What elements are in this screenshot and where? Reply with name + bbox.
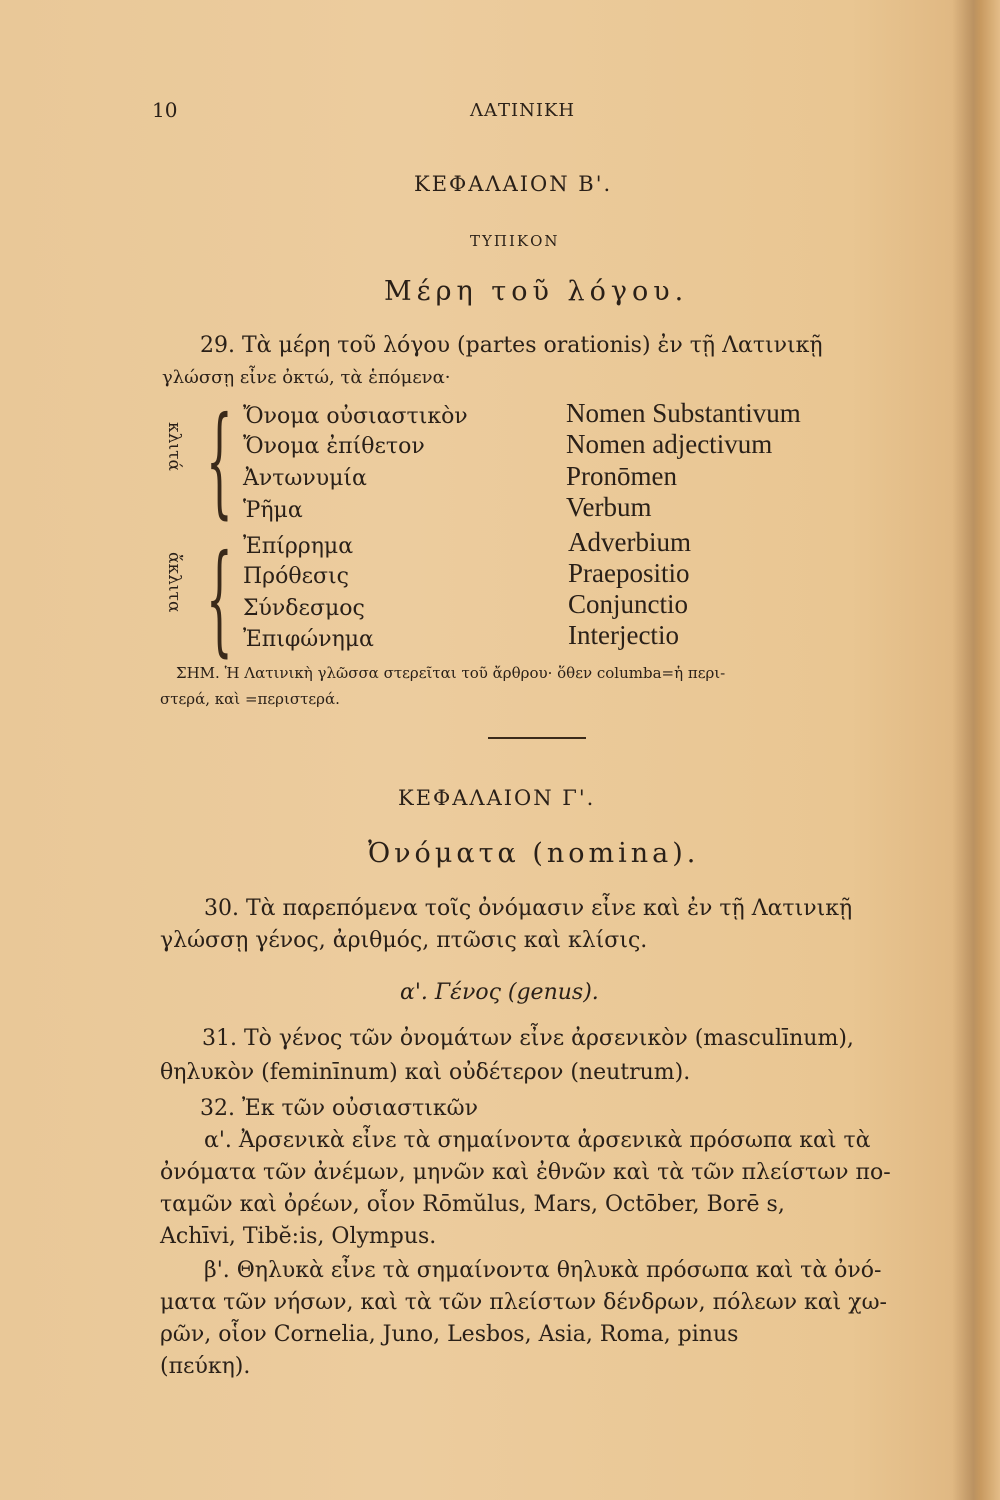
paragraph-32b-line-2: ματα τῶν νήσων, καὶ τὰ τῶν πλείστων δένδρων, πόλεων καὶ χω- — [160, 1290, 887, 1315]
paragraph-32a-line-4: Achīvi, Tibĕ:is, Olympus. — [160, 1224, 437, 1249]
greek-part-7: Σύνδεσμος — [243, 596, 365, 621]
greek-part-6: Πρόθεσις — [243, 564, 349, 589]
note-line-1: ΣΗΜ. Ἡ Λατινικὴ γλῶσσα στερεῖται τοῦ ἄρθρου· ὅθεν columba=ἡ περι- — [176, 664, 726, 682]
section-divider — [488, 737, 586, 739]
paragraph-29-line-2: γλώσσῃ εἶνε ὀκτώ, τὰ ἑπόμενα· — [162, 367, 451, 388]
paragraph-30-line-1: 30. Τὰ παρεπόμενα τοῖς ὀνόμασιν εἶνε καὶ ἐν τῇ Λατινικῇ — [204, 896, 853, 921]
greek-part-2: Ὄνομα ἐπίθετον — [243, 434, 425, 459]
paragraph-30-line-2: γλώσσῃ γένος, ἀριθμός, πτῶσις καὶ κλίσις. — [160, 928, 648, 953]
paragraph-32a-line-1: α'. Ἀρσενικὰ εἶνε τὰ σημαίνοντα ἀρσενικὰ πρόσωπα καὶ τὰ — [204, 1128, 871, 1153]
latin-part-3: Pronōmen — [566, 461, 677, 491]
page-edge-shadow — [952, 0, 1000, 1500]
latin-part-1: Nomen Substantivum — [566, 398, 801, 428]
paragraph-32-line-1: 32. Ἐκ τῶν οὐσιαστικῶν — [200, 1096, 478, 1121]
paragraph-32b-line-4: (πεύκη). — [160, 1354, 251, 1379]
chapter-b-subtitle: ΤΥΠΙΚΟΝ — [470, 232, 560, 250]
note-line-2: στερά, καὶ =περιστερά. — [160, 690, 340, 708]
brace-uninflected: { — [206, 530, 233, 669]
latin-part-8: Interjectio — [568, 620, 679, 650]
sub-heading-gender: α'. Γένος (genus). — [400, 980, 599, 1005]
paragraph-31-line-2: θηλυκὸν (feminīnum) καὶ οὐδέτερον (neutrum). — [160, 1060, 691, 1085]
page-number: 10 — [152, 98, 178, 122]
brace-inflected: { — [206, 392, 233, 531]
greek-part-1: Ὄνομα οὐσιαστικὸν — [243, 404, 468, 429]
latin-part-7: Conjunctio — [568, 589, 688, 619]
chapter-c-title: ΚΕΦΑΛΑΙΟΝ Γ'. — [398, 786, 596, 810]
section-title-parts-of-speech: Μέρη τοῦ λόγου. — [384, 276, 689, 307]
group-label-inflected: κλιτά — [164, 422, 184, 471]
latin-part-6: Praepositio — [568, 558, 690, 588]
greek-part-5: Ἐπίρρημα — [243, 534, 354, 559]
paragraph-29-line-1: 29. Τὰ μέρη τοῦ λόγου (partes orationis) ἐν τῇ Λατινικῇ — [200, 333, 823, 358]
running-title: ΛΑΤΙΝΙΚΗ — [470, 100, 576, 121]
greek-part-8: Ἐπιφώνημα — [243, 627, 374, 652]
paragraph-32b-line-1: β'. Θηλυκὰ εἶνε τὰ σημαίνοντα θηλυκὰ πρόσωπα καὶ τὰ ὀνό- — [204, 1258, 882, 1283]
latin-part-4: Verbum — [566, 492, 652, 522]
paragraph-32b-line-3: ρῶν, οἷον Cornelia, Juno, Lesbos, Asia, Roma, pinus — [160, 1322, 739, 1347]
group-label-uninflected: ἄκλιτα — [164, 552, 184, 613]
section-title-nouns: Ὀνόματα (nomina). — [368, 838, 700, 869]
greek-part-3: Ἀντωνυμία — [243, 466, 367, 491]
greek-part-4: Ῥῆμα — [243, 498, 303, 523]
latin-part-5: Adverbium — [568, 527, 691, 557]
chapter-b-title: ΚΕΦΑΛΑΙΟΝ Β'. — [414, 172, 613, 196]
paragraph-32a-line-2: ὀνόματα τῶν ἀνέμων, μηνῶν καὶ ἐθνῶν καὶ τὰ τῶν πλείστων πο- — [160, 1160, 891, 1185]
paragraph-32a-line-3: ταμῶν καὶ ὀρέων, οἷον Rōmŭlus, Mars, Octōber, Borē s, — [160, 1192, 785, 1217]
latin-part-2: Nomen adjectivum — [566, 429, 773, 459]
paragraph-31-line-1: 31. Τὸ γένος τῶν ὀνομάτων εἶνε ἀρσενικὸν (masculīnum), — [202, 1026, 854, 1051]
